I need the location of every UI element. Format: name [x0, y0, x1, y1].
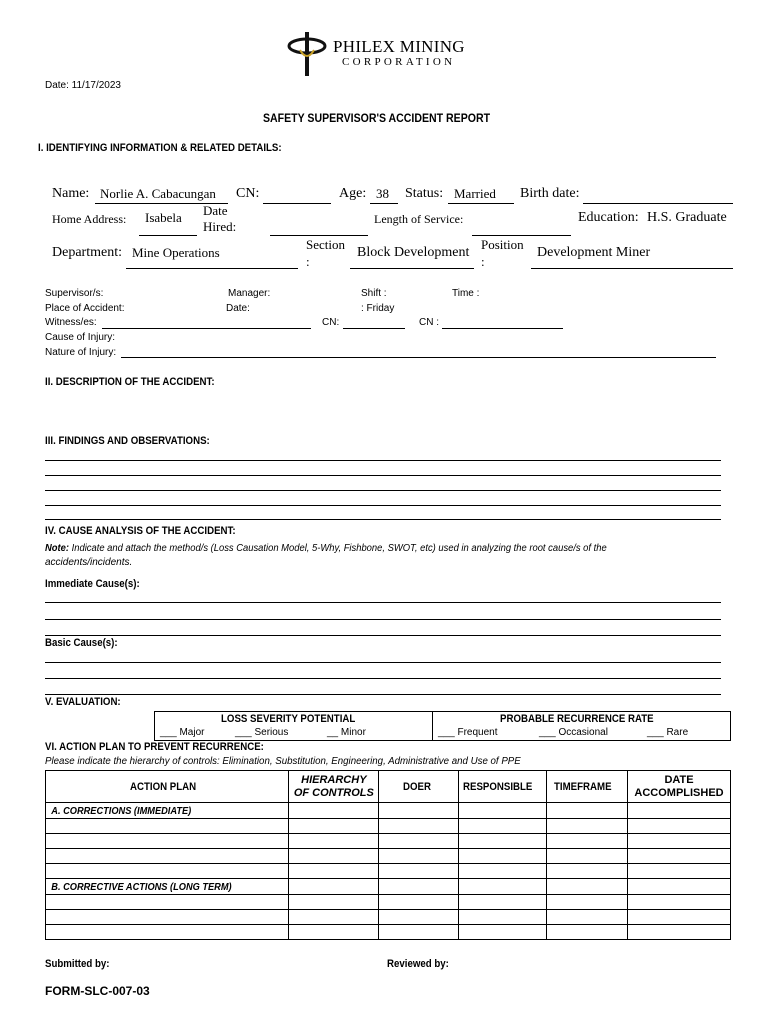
table-row — [46, 849, 731, 864]
immediate-cause-line-3[interactable] — [45, 635, 721, 636]
nature-of-injury-field[interactable] — [121, 357, 716, 358]
section-value[interactable]: Block Development — [357, 245, 470, 260]
findings-line-4[interactable] — [45, 505, 721, 506]
findings-line-1[interactable] — [45, 460, 721, 461]
note-label: Note: — [45, 543, 70, 554]
col-date-accomplished: DATE ACCOMPLISHED — [628, 771, 731, 803]
date-hired-label-1: Date — [203, 203, 228, 218]
submitted-by-label: Submitted by: — [45, 958, 110, 970]
section-underline — [350, 268, 474, 269]
cause-analysis-note-cont: accidents/incidents. — [45, 557, 133, 568]
service-field[interactable] — [472, 235, 571, 236]
severity-minor-option[interactable]: __ Minor — [327, 727, 366, 738]
basic-cause-line-1[interactable] — [45, 662, 721, 663]
cause-analysis-note — [45, 543, 607, 554]
position-underline — [531, 268, 733, 269]
supervisor-label: Supervisor/s: — [45, 288, 104, 299]
witness-field[interactable] — [102, 328, 311, 329]
reviewed-by-label: Reviewed by: — [387, 958, 449, 970]
col-hierarchy: HIERARCHY OF CONTROLS — [289, 771, 379, 803]
age-underline — [370, 203, 398, 204]
section1-heading: I. IDENTIFYING INFORMATION & RELATED DETAILS: — [38, 142, 282, 154]
witness-cn1-field[interactable] — [343, 328, 405, 329]
form-code: FORM-SLC-007-03 — [45, 984, 150, 998]
cn-label: CN: — [236, 186, 260, 201]
accident-day-value: : Friday — [361, 303, 395, 314]
witness-cn1-label: CN: — [322, 317, 340, 328]
table-row — [46, 895, 731, 910]
place-of-accident-label: Place of Accident: — [45, 303, 125, 314]
position-label-1: Position — [481, 237, 524, 252]
age-value[interactable]: 38 — [376, 186, 389, 201]
basic-cause-label: Basic Cause(s): — [45, 637, 118, 649]
section2-heading: II. DESCRIPTION OF THE ACCIDENT: — [45, 376, 215, 388]
table-row — [46, 879, 731, 895]
department-label: Department: — [52, 245, 122, 260]
logo-emblem-icon — [286, 30, 328, 78]
department-underline — [126, 268, 298, 269]
immediate-cause-line-2[interactable] — [45, 619, 721, 620]
severity-major-option[interactable]: ___ Major — [160, 727, 205, 738]
company-logo — [286, 30, 486, 80]
table-row — [46, 864, 731, 879]
accident-date-label: Date: — [226, 303, 250, 314]
witness-cn2-label: CN : — [419, 317, 439, 328]
education-value[interactable]: H.S. Graduate — [647, 210, 727, 225]
manager-label: Manager: — [228, 288, 271, 299]
witness-cn2-field[interactable] — [442, 328, 563, 329]
date-hired-label-2: Hired: — [203, 219, 237, 234]
findings-line-2[interactable] — [45, 475, 721, 476]
table-row — [46, 819, 731, 834]
logo-text-line1: PHILEX MINING — [333, 37, 465, 56]
action-plan-table — [45, 770, 731, 940]
findings-line-5[interactable] — [45, 519, 721, 520]
basic-cause-line-2[interactable] — [45, 678, 721, 679]
note-text: Indicate and attach the method/s (Loss Causation Model, 5-Why, Fishbone, SWOT, etc) used in analyzing the root cause/s of the — [69, 543, 607, 554]
section-label-2: : — [306, 254, 310, 269]
col-timeframe: TIMEFRAME — [547, 771, 628, 803]
birth-date-field[interactable] — [583, 203, 733, 204]
section3-heading: III. FINDINGS AND OBSERVATIONS: — [45, 435, 210, 447]
loss-severity-header: LOSS SEVERITY POTENTIAL — [221, 713, 356, 725]
report-title: SAFETY SUPERVISOR'S ACCIDENT REPORT — [263, 111, 491, 125]
section6-subtext: Please indicate the hierarchy of controls: Elimination, Substitution, Engineering, Administrative and Use of PPE — [45, 756, 521, 767]
birth-date-label: Birth date: — [520, 186, 580, 201]
logo-text-line2: CORPORATION — [342, 56, 456, 68]
date-hired-field[interactable] — [270, 235, 368, 236]
name-value[interactable]: Norlie A. Cabacungan — [100, 186, 216, 201]
cause-of-injury-label: Cause of Injury: — [45, 332, 116, 343]
table-row — [46, 910, 731, 925]
table-row — [46, 925, 731, 940]
corrections-label: A. CORRECTIONS (IMMEDIATE) — [46, 803, 289, 819]
recurrence-header: PROBABLE RECURRENCE RATE — [500, 713, 654, 725]
name-label: Name: — [52, 186, 90, 201]
position-label-2: : — [481, 254, 485, 269]
address-value[interactable]: Isabela — [145, 210, 182, 225]
department-value[interactable]: Mine Operations — [132, 245, 220, 260]
col-responsible: RESPONSIBLE — [459, 771, 547, 803]
nature-of-injury-label: Nature of Injury: — [45, 347, 117, 358]
recurrence-occasional-option[interactable]: ___ Occasional — [539, 727, 608, 738]
shift-label: Shift : — [361, 288, 387, 299]
witness-label: Witness/es: — [45, 317, 97, 328]
section6-heading: VI. ACTION PLAN TO PREVENT RECURRENCE: — [45, 741, 264, 753]
address-underline — [139, 235, 197, 236]
section-label-1: Section — [306, 237, 345, 252]
col-doer: DOER — [379, 771, 459, 803]
section4-heading: IV. CAUSE ANALYSIS OF THE ACCIDENT: — [45, 525, 236, 537]
status-value[interactable]: Married — [454, 186, 496, 201]
col-action-plan: ACTION PLAN — [46, 771, 289, 803]
severity-serious-option[interactable]: ___ Serious — [235, 727, 289, 738]
education-label: Education: — [578, 210, 639, 225]
status-label: Status: — [405, 186, 444, 201]
table-row — [46, 834, 731, 849]
cn-field[interactable] — [263, 203, 331, 204]
table-row — [46, 803, 731, 819]
action-plan-header-row — [46, 771, 731, 803]
report-date: Date: 11/17/2023 — [45, 80, 121, 91]
corrective-actions-label: B. CORRECTIVE ACTIONS (LONG TERM) — [46, 879, 289, 895]
basic-cause-line-3[interactable] — [45, 694, 721, 695]
time-label: Time : — [452, 288, 480, 299]
address-label: Home Address: — [52, 212, 127, 226]
immediate-cause-label: Immediate Cause(s): — [45, 578, 140, 590]
findings-line-3[interactable] — [45, 490, 721, 491]
evaluation-table — [154, 711, 731, 741]
section5-heading: V. EVALUATION: — [45, 696, 121, 708]
service-label: Length of Service: — [374, 212, 464, 226]
status-underline — [448, 203, 514, 204]
position-value[interactable]: Development Miner — [537, 245, 651, 260]
age-label: Age: — [339, 186, 367, 201]
recurrence-rare-option[interactable]: ___ Rare — [647, 727, 689, 738]
recurrence-frequent-option[interactable]: ___ Frequent — [438, 727, 498, 738]
evaluation-divider — [432, 712, 433, 740]
immediate-cause-line-1[interactable] — [45, 602, 721, 603]
